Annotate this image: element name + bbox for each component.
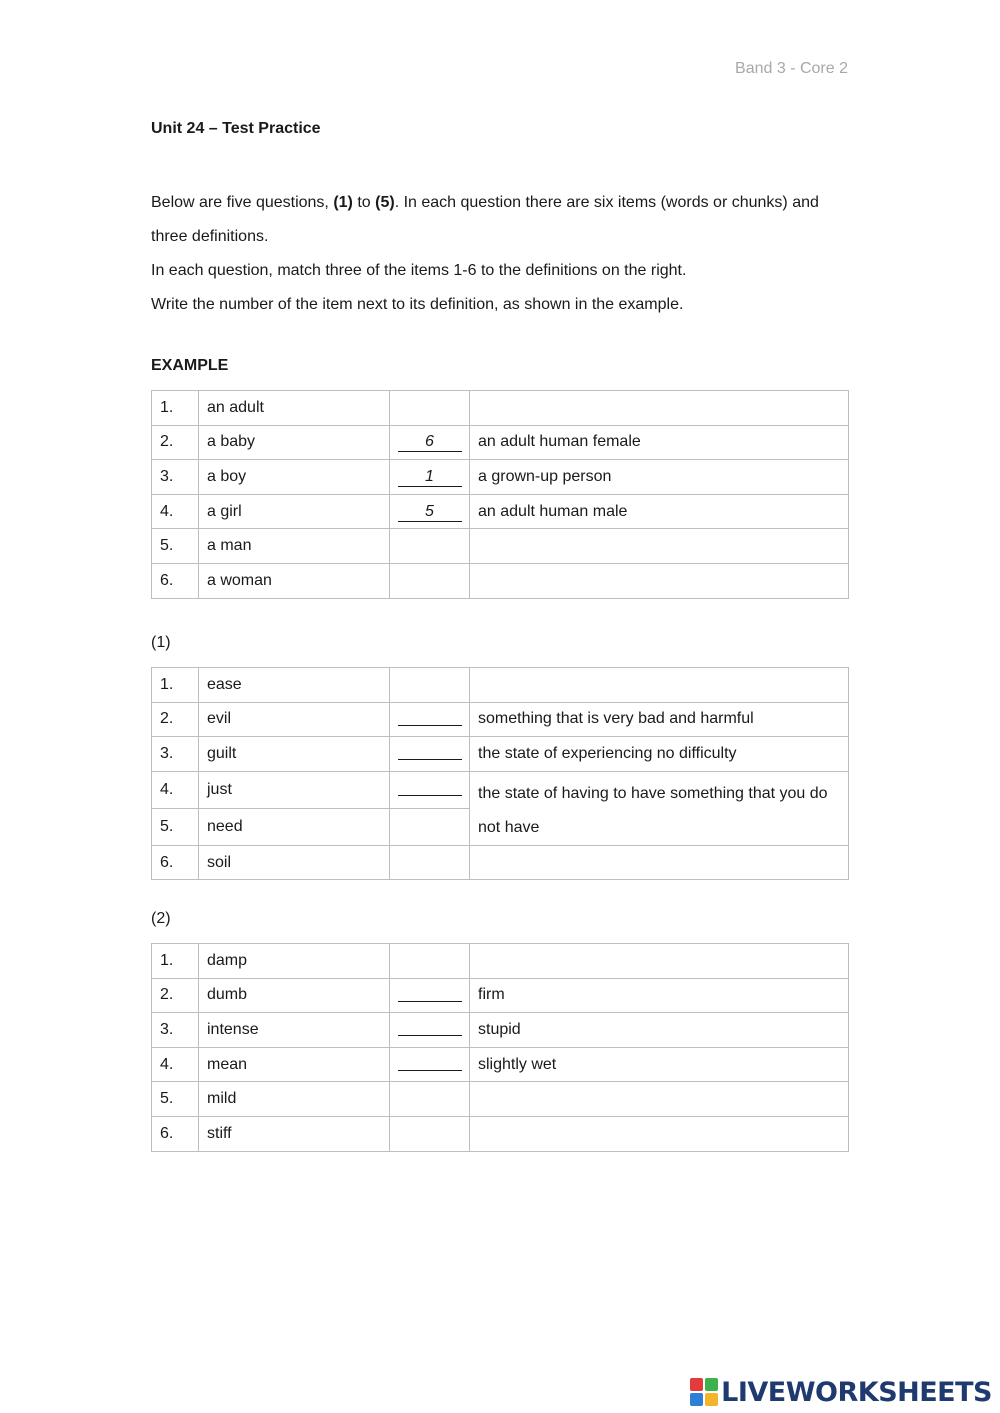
- item-word: mean: [199, 1047, 390, 1082]
- liveworksheets-logo-icon: [690, 1378, 718, 1406]
- answer-cell: [390, 771, 470, 808]
- instruction-line-2: In each question, match three of the items 1-6 to the definitions on the right.: [151, 262, 687, 279]
- question-2-label: (2): [151, 910, 171, 927]
- question-2-table: [151, 943, 849, 1152]
- item-number: 5.: [152, 529, 199, 564]
- page-title: Unit 24 – Test Practice: [151, 120, 321, 137]
- logo-tile-yellow: [705, 1393, 718, 1406]
- item-word: an adult: [199, 391, 390, 426]
- answer-cell: [390, 425, 470, 460]
- definition: something that is very bad and harmful: [470, 702, 849, 737]
- item-number: 4.: [152, 771, 199, 808]
- answer-cell: [390, 460, 470, 495]
- empty-cell: [470, 668, 849, 703]
- table-row: [152, 845, 849, 880]
- definition: stupid: [470, 1013, 849, 1048]
- table-row: [152, 1047, 849, 1082]
- example-answer: 1: [398, 468, 462, 487]
- item-number: 2.: [152, 425, 199, 460]
- empty-cell: [390, 808, 470, 845]
- table-row: [152, 978, 849, 1013]
- item-word: a woman: [199, 563, 390, 598]
- item-number: 3.: [152, 737, 199, 772]
- item-word: damp: [199, 944, 390, 979]
- answer-blank[interactable]: [398, 741, 462, 760]
- item-number: 1.: [152, 944, 199, 979]
- table-row: [152, 529, 849, 564]
- table-row: [152, 771, 849, 808]
- empty-cell: [470, 391, 849, 426]
- answer-blank[interactable]: [398, 983, 462, 1002]
- table-row: [152, 1013, 849, 1048]
- item-number: 2.: [152, 702, 199, 737]
- item-number: 6.: [152, 563, 199, 598]
- empty-cell: [390, 529, 470, 564]
- empty-cell: [470, 1082, 849, 1117]
- item-number: 5.: [152, 808, 199, 845]
- empty-cell: [470, 529, 849, 564]
- item-number: 4.: [152, 1047, 199, 1082]
- item-word: mild: [199, 1082, 390, 1117]
- definition: the state of having to have something that you do not have: [470, 771, 849, 845]
- item-word: a boy: [199, 460, 390, 495]
- answer-blank[interactable]: [398, 707, 462, 726]
- question-1-table: [151, 667, 849, 880]
- example-answer: 6: [398, 433, 462, 452]
- example-answer: 5: [398, 503, 462, 522]
- definition: slightly wet: [470, 1047, 849, 1082]
- item-word: a baby: [199, 425, 390, 460]
- table-row: [152, 391, 849, 426]
- item-word: need: [199, 808, 390, 845]
- answer-blank[interactable]: [398, 1017, 462, 1036]
- item-word: soil: [199, 845, 390, 880]
- answer-cell: [390, 1047, 470, 1082]
- table-row: [152, 425, 849, 460]
- item-word: guilt: [199, 737, 390, 772]
- answer-cell: [390, 702, 470, 737]
- table-row: [152, 1082, 849, 1117]
- empty-cell: [470, 845, 849, 880]
- definition: an adult human female: [470, 425, 849, 460]
- answer-blank[interactable]: [398, 1052, 462, 1071]
- liveworksheets-logo: [690, 1377, 992, 1407]
- item-word: just: [199, 771, 390, 808]
- example-label: EXAMPLE: [151, 357, 229, 374]
- logo-tile-blue: [690, 1393, 703, 1406]
- table-row: [152, 1116, 849, 1151]
- empty-cell: [390, 1082, 470, 1117]
- header-band: Band 3 - Core 2: [735, 60, 848, 77]
- empty-cell: [390, 944, 470, 979]
- question-1-label: (1): [151, 634, 171, 651]
- definition: a grown-up person: [470, 460, 849, 495]
- empty-cell: [470, 563, 849, 598]
- item-word: a man: [199, 529, 390, 564]
- item-number: 2.: [152, 978, 199, 1013]
- definition: the state of experiencing no difficulty: [470, 737, 849, 772]
- item-number: 6.: [152, 1116, 199, 1151]
- empty-cell: [390, 668, 470, 703]
- instruction-line-3: Write the number of the item next to its definition, as shown in the example.: [151, 296, 684, 313]
- instructions: [151, 186, 851, 322]
- item-word: dumb: [199, 978, 390, 1013]
- item-number: 1.: [152, 391, 199, 426]
- table-row: [152, 944, 849, 979]
- item-number: 4.: [152, 494, 199, 529]
- answer-cell: [390, 1013, 470, 1048]
- item-number: 3.: [152, 460, 199, 495]
- table-row: [152, 668, 849, 703]
- item-word: intense: [199, 1013, 390, 1048]
- empty-cell: [470, 1116, 849, 1151]
- empty-cell: [390, 845, 470, 880]
- item-word: evil: [199, 702, 390, 737]
- logo-text: LIVEWORKSHEETS: [721, 1376, 992, 1408]
- logo-tile-red: [690, 1378, 703, 1391]
- table-row: [152, 737, 849, 772]
- item-word: ease: [199, 668, 390, 703]
- item-word: a girl: [199, 494, 390, 529]
- table-row: [152, 460, 849, 495]
- answer-cell: [390, 978, 470, 1013]
- empty-cell: [390, 391, 470, 426]
- item-number: 5.: [152, 1082, 199, 1117]
- item-number: 6.: [152, 845, 199, 880]
- answer-cell: [390, 737, 470, 772]
- item-word: stiff: [199, 1116, 390, 1151]
- empty-cell: [390, 1116, 470, 1151]
- empty-cell: [470, 944, 849, 979]
- instruction-line-1: Below are five questions, (1) to (5). In each question there are six items (words or chunks) and three definitions.: [151, 194, 819, 245]
- table-row: [152, 494, 849, 529]
- answer-cell: [390, 494, 470, 529]
- item-number: 1.: [152, 668, 199, 703]
- item-number: 3.: [152, 1013, 199, 1048]
- logo-tile-green: [705, 1378, 718, 1391]
- answer-blank[interactable]: [398, 777, 462, 796]
- empty-cell: [390, 563, 470, 598]
- table-row: [152, 563, 849, 598]
- example-table: [151, 390, 849, 599]
- definition: firm: [470, 978, 849, 1013]
- definition: an adult human male: [470, 494, 849, 529]
- table-row: [152, 702, 849, 737]
